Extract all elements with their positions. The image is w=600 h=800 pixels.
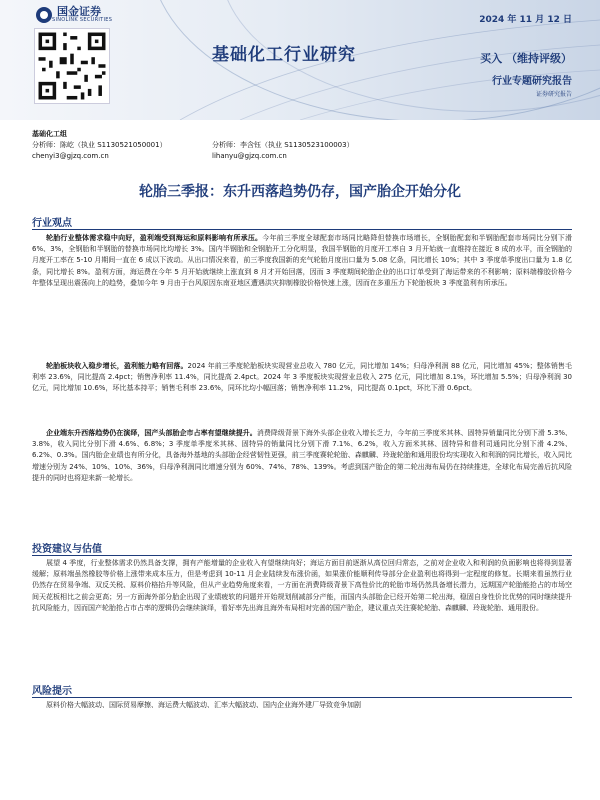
section-divider (32, 697, 572, 698)
section-title-risk: 风险提示 (32, 686, 72, 697)
analyst-1-email[interactable]: chenyi3@gjzq.com.cn (32, 152, 109, 160)
paragraph-investment-advice (32, 558, 572, 614)
logo-subtitle: SINOLINK SECURITIES (52, 17, 113, 23)
paragraph-body: 今年前三季度全球配套市场同比略降但替换市场增长，全钢胎配套和半钢胎配套市场同比分别下滑 6%、3%，全钢胎和半钢胎的替换市场同比均增长 3%。国内半钢胎和全钢胎开工分化明显，我国半钢胎的月度开工率自 3 月开始就一直维持在接近 8 成的水平，而全钢胎的月度开工率在 5-10 月期间一直在 6 成以下波动。从出口情况来看，前三季度我国新的充气轮胎月度出口量为 5.08 亿条，同比增长 10%；其中 3 季度单季度出口量为 1.8 亿条，同比增长 8%。盈利方面，海运费在今年 5 月开始就继续上涨直到 8 月才开始回落，因而 3 季度期间轮胎企业的出口订单受到了海运带来的不利影响；原料端橡胶价格今年整体呈现出震荡向上的趋势，叠加今年 9 月由于台风原因东南亚地区遭遇洪灾抑制橡胶价格快速上涨，因而在多重压力下轮胎板块 3 季度盈利有所承压。 (32, 234, 572, 287)
section-divider (32, 555, 572, 556)
section-divider (32, 229, 572, 230)
company-logo (36, 6, 112, 23)
paragraph-body: 展望 4 季度，行业整体需求仍然具备支撑，拥有产能增量的企业收入有望继续向好；海运方面目前逐渐从高位回归常态，之前对企业收入和利润的负面影响也将得到显著缓解；原料端虽然橡胶等价格上涨带来成本压力，但是考虑到 10-11 月企业陆续发布涨价函，如果涨价能顺利传导部分企业盈利也将得到一定程度的修复。长期来看虽然行业仍然存在贸易争端、双反关税、原料价格抬升等风险，但从产业趋势角度来看，一方面在消费降级背景下高性价比的轮胎市场仍然具备增长潜力，远期国产轮胎能抢占的市场空间天花板相比之前会更高；另一方面海外部分胎企出现了业绩疲软的问题并开始规划削减部分产能，而国内头部胎企已经开始第二轮出海，稳固自身性价比优势的同时继续提升抗风险能力，因而国产轮胎抢占市占率的逻辑仍会继续演绎，看好率先出海且海外布局相对完善的国产胎企，建议重点关注赛轮轮胎、森麒麟、玲珑轮胎、通用股份。 (32, 559, 572, 612)
paragraph-industry-demand (32, 233, 572, 289)
rating-badge: 买入 （维持评级） (480, 52, 572, 65)
analyst-1-label: 分析师：陈屹（执业 S1130521050001） (32, 141, 167, 149)
paragraph-lead: 企业端东升西落趋势仍在演绎，国产头部胎企市占率有望继续提升。 (46, 429, 257, 437)
paragraph-lead: 轮胎板块收入稳步增长，盈利能力略有回落。 (46, 362, 188, 370)
report-date: 2024 年 11 月 12 日 (479, 15, 572, 25)
logo-name: 国金证券 (57, 5, 101, 18)
paragraph-body: 2024 年前三季度轮胎板块实现营业总收入 780 亿元，同比增加 14%；归母净利润 88 亿元，同比增加 45%；整体销售毛利率 23.6%，同比提高 2.4pct；销售净利率 11.4%，同比提高 2.4pct。2024 年 3 季度板块实现营业总收入 275 亿元，同比增加 8.1%，环比增加 5.5%；归母净利润 30 亿元，同比增加 10.6%，环比基本持平；销售毛利率 23.6%，同环比均小幅回落；销售净利率 11.2%，同比提高 0.1pct，环比下滑 0.6pct。 (32, 362, 573, 393)
risk-list: 原料价格大幅波动、国际贸易摩擦、海运费大幅波动、汇率大幅波动、国内企业海外建厂导致竞争加剧 (46, 701, 361, 709)
team-name: 基础化工组 (32, 130, 67, 138)
paragraph-lead: 轮胎行业整体需求稳中向好，盈利端受到海运和原料影响有所承压。 (46, 234, 263, 242)
paragraph-sector-earnings (32, 361, 572, 395)
report-type: 行业专题研究报告 (492, 76, 572, 87)
section-title-advice: 投资建议与估值 (32, 544, 102, 555)
report-title: 基础化工行业研究 (212, 45, 356, 65)
paragraph-body: 消费降级背景下海外头部企业收入增长乏力，今年前三季度米其林、固特异销量同比分别下滑 5.3%、3.8%，收入同比分别下滑 4.6%、6.8%；3 季度单季度米其林、固特异的销量同比分别下滑 7.1%、6.2%，收入方面米其林、固特异和普利司通同比分别下滑 4.2%、6.2%、0.3%。国内胎企业绩也有所分化，具备海外基地的头部胎企经营韧性更强，前三季度赛轮轮胎、森麒麟、玲珑轮胎和通用股份均实现收入和利润的同比增长，收入同比增速分别为 24%、10%、10%、36%，归母净利润同比增速分别为 60%、74%、78%、139%。考虑到国产胎企的第二轮出海布局仍在持续推进，全球化布局完善后抗风险提升的同时也将迎来新一轮增长。 (32, 429, 573, 482)
analyst-2-label: 分析师：李含钰（执业 S1130523100003） (212, 141, 354, 149)
analyst-2-email[interactable]: lihanyu@gjzq.com.cn (212, 152, 287, 160)
section-title-view: 行业观点 (32, 218, 72, 229)
qr-code-icon (34, 28, 110, 104)
logo-mark-icon (36, 7, 52, 23)
report-dept: 证券研究报告 (535, 91, 572, 98)
report-headline: 轮胎三季报：东升西落趋势仍存，国产胎企开始分化 (139, 184, 461, 200)
paragraph-company-trend (32, 428, 572, 484)
report-banner (0, 0, 600, 120)
